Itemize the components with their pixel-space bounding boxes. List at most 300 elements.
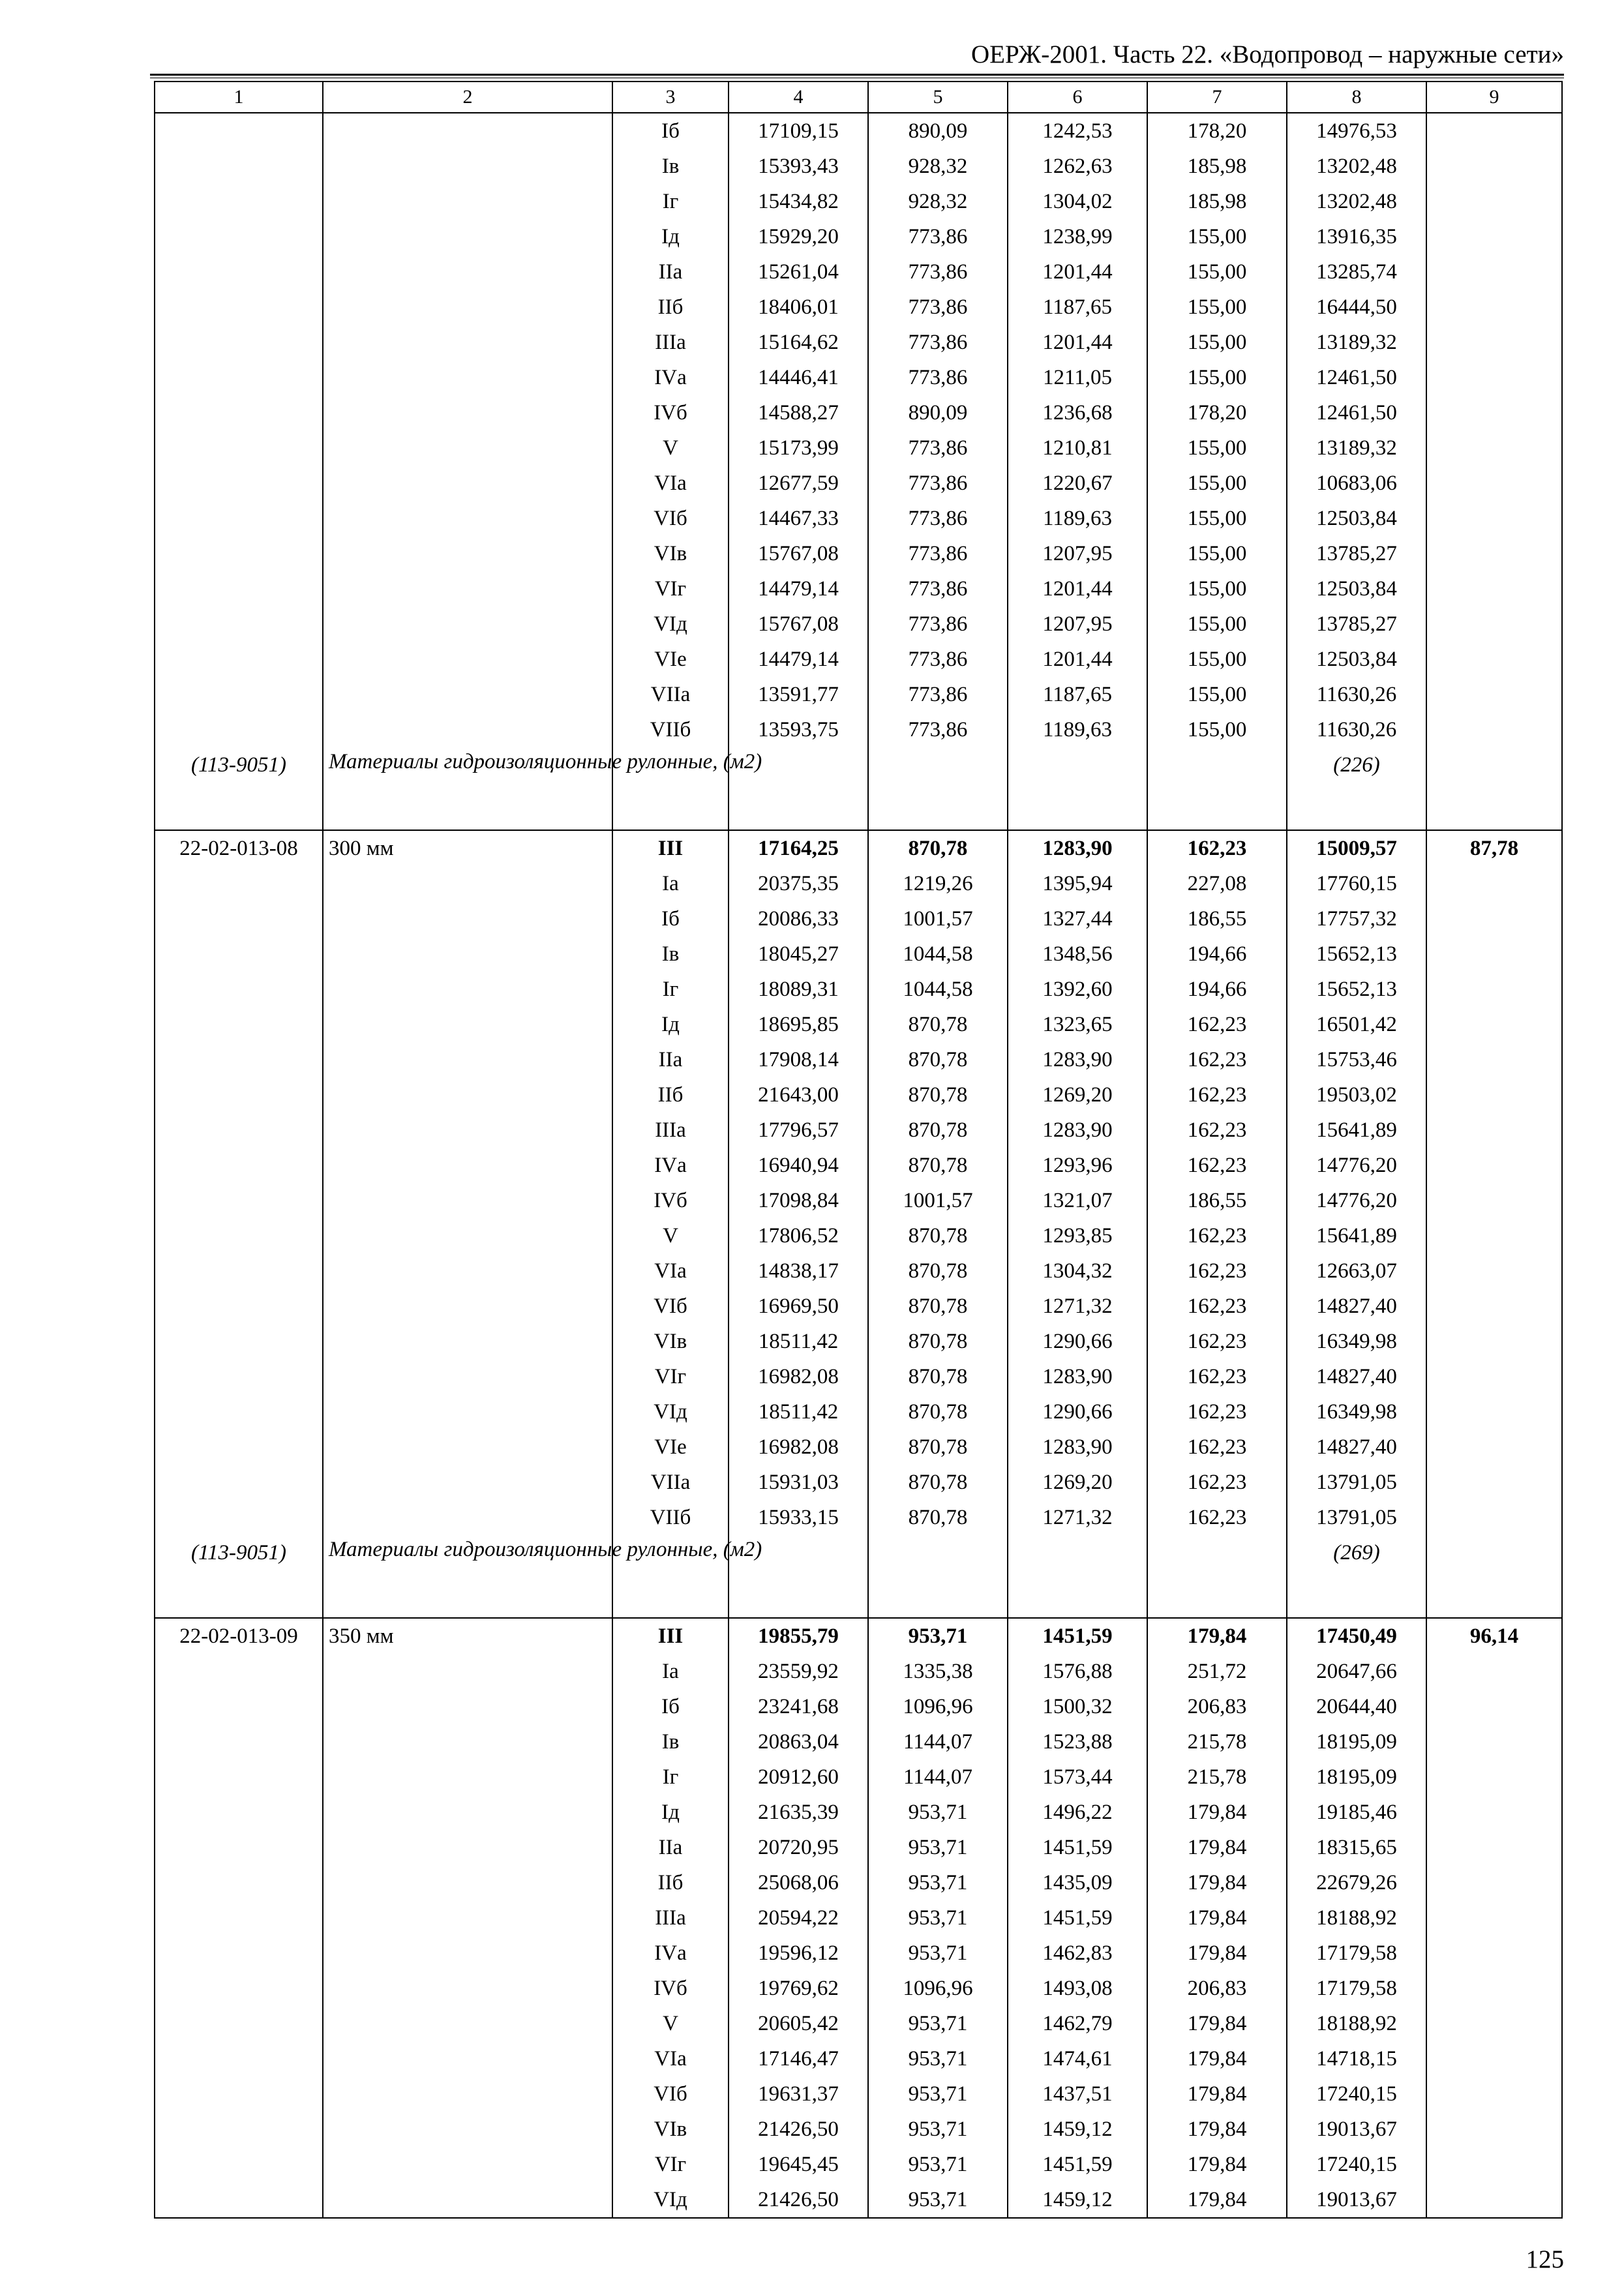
- value-cell: 15767,08: [729, 536, 868, 571]
- value-cell: 20912,60: [729, 1759, 868, 1795]
- col9-cell: [1426, 571, 1562, 606]
- value-cell: 1435,09: [1008, 1865, 1147, 1900]
- value-cell: 17164,25: [729, 830, 868, 866]
- region-cell: Iд: [612, 1795, 729, 1830]
- value-cell: 870,78: [868, 1324, 1008, 1359]
- region-cell: IIIа: [612, 1900, 729, 1936]
- value-cell: 155,00: [1147, 219, 1287, 254]
- col9-cell: [1426, 1218, 1562, 1253]
- region-cell: VIб: [612, 2076, 729, 2112]
- value-cell: 17240,15: [1287, 2076, 1426, 2112]
- col9-cell: [1426, 642, 1562, 677]
- code-cell: [155, 571, 323, 606]
- value-cell: 11630,26: [1287, 677, 1426, 712]
- column-number: 3: [612, 82, 729, 113]
- value-cell: 1269,20: [1008, 1465, 1147, 1500]
- value-cell: 1283,90: [1008, 1113, 1147, 1148]
- table-row: [155, 1500, 1562, 1535]
- code-cell: [155, 254, 323, 290]
- region-cell: VIд: [612, 606, 729, 642]
- value-cell: 19855,79: [729, 1618, 868, 1654]
- value-cell: 251,72: [1147, 1654, 1287, 1689]
- name-cell: [323, 1759, 612, 1795]
- value-cell: 162,23: [1147, 1218, 1287, 1253]
- value-cell: 1523,88: [1008, 1724, 1147, 1759]
- value-cell: 1236,68: [1008, 395, 1147, 430]
- value-cell: 20720,95: [729, 1830, 868, 1865]
- table-row: [155, 1289, 1562, 1324]
- column-number: 8: [1287, 82, 1426, 113]
- code-cell: [155, 1465, 323, 1500]
- code-cell: [155, 1218, 323, 1253]
- name-cell: [323, 866, 612, 901]
- code-cell: [155, 1253, 323, 1289]
- price-table-body: [155, 82, 1562, 2218]
- value-cell: 14479,14: [729, 571, 868, 606]
- value-cell: 13785,27: [1287, 606, 1426, 642]
- name-cell: [323, 1183, 612, 1218]
- region-cell: Iв: [612, 1724, 729, 1759]
- value-cell: 23241,68: [729, 1689, 868, 1724]
- table-row: [155, 1394, 1562, 1429]
- value-cell: 928,32: [868, 184, 1008, 219]
- table-row: [155, 2147, 1562, 2182]
- value-cell: 1238,99: [1008, 219, 1147, 254]
- code-cell: [155, 1113, 323, 1148]
- value-cell: 18045,27: [729, 936, 868, 972]
- value-cell: 179,84: [1147, 1618, 1287, 1654]
- region-cell: Iг: [612, 1759, 729, 1795]
- value-cell: 13189,32: [1287, 325, 1426, 360]
- value-cell: 21635,39: [729, 1795, 868, 1830]
- value-cell: 953,71: [868, 1865, 1008, 1900]
- region-cell: VIд: [612, 2182, 729, 2218]
- table-row: [155, 1724, 1562, 1759]
- region-cell: V: [612, 1218, 729, 1253]
- code-cell: [155, 1042, 323, 1077]
- value-cell: 773,86: [868, 536, 1008, 571]
- value-cell: 870,78: [868, 1465, 1008, 1500]
- region-cell: Iб: [612, 901, 729, 936]
- value-cell: 16444,50: [1287, 290, 1426, 325]
- name-cell: [323, 325, 612, 360]
- value-cell: 15009,57: [1287, 830, 1426, 866]
- col9-cell: [1426, 2006, 1562, 2041]
- value-cell: 870,78: [868, 1113, 1008, 1148]
- value-cell: 870,78: [868, 1148, 1008, 1183]
- value-cell: 870,78: [868, 1394, 1008, 1429]
- table-row: [155, 2006, 1562, 2041]
- region-cell: IIа: [612, 1042, 729, 1077]
- value-cell: 1189,63: [1008, 501, 1147, 536]
- table-row: [155, 1429, 1562, 1465]
- code-cell: [155, 113, 323, 149]
- material-value: (269): [1287, 1535, 1426, 1618]
- value-cell: 953,71: [868, 1900, 1008, 1936]
- empty-cell: [868, 747, 1008, 830]
- material-text: Материалы гидроизоляционные рулонные, (м2): [323, 747, 612, 830]
- value-cell: 162,23: [1147, 1042, 1287, 1077]
- region-cell: VIе: [612, 642, 729, 677]
- name-cell: [323, 677, 612, 712]
- value-cell: 13916,35: [1287, 219, 1426, 254]
- code-cell: [155, 1759, 323, 1795]
- region-cell: IIа: [612, 1830, 729, 1865]
- value-cell: 870,78: [868, 1218, 1008, 1253]
- value-cell: 19631,37: [729, 2076, 868, 2112]
- code-cell: 22-02-013-09: [155, 1618, 323, 1654]
- value-cell: 1500,32: [1008, 1689, 1147, 1724]
- value-cell: 19645,45: [729, 2147, 868, 2182]
- value-cell: 1451,59: [1008, 2147, 1147, 2182]
- value-cell: 1189,63: [1008, 712, 1147, 747]
- code-cell: [155, 1324, 323, 1359]
- region-cell: V: [612, 430, 729, 466]
- value-cell: 17240,15: [1287, 2147, 1426, 2182]
- value-cell: 18315,65: [1287, 1830, 1426, 1865]
- code-cell: [155, 290, 323, 325]
- name-cell: [323, 2112, 612, 2147]
- value-cell: 179,84: [1147, 1865, 1287, 1900]
- value-cell: 1271,32: [1008, 1289, 1147, 1324]
- name-cell: [323, 1077, 612, 1113]
- value-cell: 1576,88: [1008, 1654, 1147, 1689]
- value-cell: 773,86: [868, 642, 1008, 677]
- value-cell: 155,00: [1147, 290, 1287, 325]
- col9-cell: [1426, 466, 1562, 501]
- value-cell: 1201,44: [1008, 571, 1147, 606]
- value-cell: 1187,65: [1008, 677, 1147, 712]
- value-cell: 1437,51: [1008, 2076, 1147, 2112]
- col9-cell: [1426, 1113, 1562, 1148]
- region-cell: Iа: [612, 866, 729, 901]
- code-cell: [155, 2041, 323, 2076]
- value-cell: 953,71: [868, 2076, 1008, 2112]
- empty-cell: [1008, 1535, 1147, 1618]
- value-cell: 1293,85: [1008, 1218, 1147, 1253]
- col9-cell: [1426, 1042, 1562, 1077]
- region-cell: VIв: [612, 2112, 729, 2147]
- value-cell: 1451,59: [1008, 1830, 1147, 1865]
- col9-cell: [1426, 1759, 1562, 1795]
- code-cell: [155, 1654, 323, 1689]
- value-cell: 206,83: [1147, 1689, 1287, 1724]
- col9-cell: [1426, 501, 1562, 536]
- name-cell: [323, 501, 612, 536]
- value-cell: 15164,62: [729, 325, 868, 360]
- name-cell: [323, 1971, 612, 2006]
- table-row: [155, 325, 1562, 360]
- name-cell: [323, 1007, 612, 1042]
- value-cell: 1201,44: [1008, 254, 1147, 290]
- name-cell: [323, 466, 612, 501]
- col9-cell: [1426, 290, 1562, 325]
- col9-cell: [1426, 1830, 1562, 1865]
- value-cell: 18195,09: [1287, 1759, 1426, 1795]
- value-cell: 162,23: [1147, 1465, 1287, 1500]
- name-cell: [323, 1253, 612, 1289]
- name-cell: [323, 1113, 612, 1148]
- col9-cell: [1426, 1429, 1562, 1465]
- code-cell: [155, 1795, 323, 1830]
- code-cell: [155, 1429, 323, 1465]
- value-cell: 1496,22: [1008, 1795, 1147, 1830]
- value-cell: 13591,77: [729, 677, 868, 712]
- value-cell: 179,84: [1147, 2041, 1287, 2076]
- name-cell: [323, 1465, 612, 1500]
- code-cell: [155, 2112, 323, 2147]
- region-cell: IIб: [612, 290, 729, 325]
- value-cell: 162,23: [1147, 1289, 1287, 1324]
- code-cell: [155, 149, 323, 184]
- region-cell: IVб: [612, 1183, 729, 1218]
- value-cell: 20605,42: [729, 2006, 868, 2041]
- col9-cell: [1426, 1465, 1562, 1500]
- material-code: (113-9051): [155, 747, 323, 830]
- value-cell: 15393,43: [729, 149, 868, 184]
- value-cell: 773,86: [868, 466, 1008, 501]
- value-cell: 22679,26: [1287, 1865, 1426, 1900]
- value-cell: 15753,46: [1287, 1042, 1426, 1077]
- col9-cell: [1426, 430, 1562, 466]
- value-cell: 178,20: [1147, 395, 1287, 430]
- value-cell: 179,84: [1147, 1936, 1287, 1971]
- value-cell: 13202,48: [1287, 149, 1426, 184]
- region-cell: Iб: [612, 113, 729, 149]
- value-cell: 186,55: [1147, 1183, 1287, 1218]
- region-cell: VIг: [612, 1359, 729, 1394]
- value-cell: 20375,35: [729, 866, 868, 901]
- column-number: 9: [1426, 82, 1562, 113]
- region-cell: IIа: [612, 254, 729, 290]
- value-cell: 1474,61: [1008, 2041, 1147, 2076]
- value-cell: 19596,12: [729, 1936, 868, 1971]
- table-row: [155, 1971, 1562, 2006]
- code-cell: [155, 360, 323, 395]
- value-cell: 14446,41: [729, 360, 868, 395]
- value-cell: 155,00: [1147, 712, 1287, 747]
- table-row: [155, 184, 1562, 219]
- value-cell: 1211,05: [1008, 360, 1147, 395]
- value-cell: 13593,75: [729, 712, 868, 747]
- value-cell: 15641,89: [1287, 1113, 1426, 1148]
- value-cell: 1242,53: [1008, 113, 1147, 149]
- value-cell: 773,86: [868, 430, 1008, 466]
- value-cell: 1304,02: [1008, 184, 1147, 219]
- value-cell: 162,23: [1147, 1394, 1287, 1429]
- value-cell: 773,86: [868, 325, 1008, 360]
- value-cell: 1144,07: [868, 1759, 1008, 1795]
- name-cell: [323, 113, 612, 149]
- col9-cell: [1426, 360, 1562, 395]
- value-cell: 20647,66: [1287, 1654, 1426, 1689]
- value-cell: 773,86: [868, 606, 1008, 642]
- value-cell: 13202,48: [1287, 184, 1426, 219]
- value-cell: 870,78: [868, 1007, 1008, 1042]
- name-cell: [323, 290, 612, 325]
- col9-cell: [1426, 1865, 1562, 1900]
- value-cell: 20863,04: [729, 1724, 868, 1759]
- value-cell: 17796,57: [729, 1113, 868, 1148]
- value-cell: 20594,22: [729, 1900, 868, 1936]
- table-row: [155, 1324, 1562, 1359]
- col9-cell: [1426, 1359, 1562, 1394]
- value-cell: 162,23: [1147, 1359, 1287, 1394]
- value-cell: 21426,50: [729, 2182, 868, 2218]
- name-cell: [323, 1654, 612, 1689]
- value-cell: 953,71: [868, 1936, 1008, 1971]
- table-row: [155, 677, 1562, 712]
- value-cell: 19769,62: [729, 1971, 868, 2006]
- value-cell: 155,00: [1147, 606, 1287, 642]
- value-cell: 1283,90: [1008, 830, 1147, 866]
- value-cell: 13189,32: [1287, 430, 1426, 466]
- value-cell: 1207,95: [1008, 536, 1147, 571]
- value-cell: 1201,44: [1008, 642, 1147, 677]
- region-cell: VIIа: [612, 1465, 729, 1500]
- name-cell: [323, 1830, 612, 1865]
- table-row: [155, 536, 1562, 571]
- value-cell: 155,00: [1147, 501, 1287, 536]
- value-cell: 870,78: [868, 1042, 1008, 1077]
- region-cell: IVа: [612, 360, 729, 395]
- value-cell: 179,84: [1147, 2112, 1287, 2147]
- col9-cell: [1426, 2147, 1562, 2182]
- value-cell: 162,23: [1147, 830, 1287, 866]
- value-cell: 870,78: [868, 830, 1008, 866]
- name-cell: [323, 1148, 612, 1183]
- value-cell: 155,00: [1147, 254, 1287, 290]
- material-text: Материалы гидроизоляционные рулонные, (м2): [323, 1535, 612, 1618]
- column-number: 7: [1147, 82, 1287, 113]
- table-row: [155, 501, 1562, 536]
- name-cell: [323, 1795, 612, 1830]
- value-cell: 18188,92: [1287, 1900, 1426, 1936]
- value-cell: 18188,92: [1287, 2006, 1426, 2041]
- value-cell: 953,71: [868, 1830, 1008, 1865]
- code-cell: [155, 1724, 323, 1759]
- value-cell: 162,23: [1147, 1500, 1287, 1535]
- col9-cell: [1426, 184, 1562, 219]
- value-cell: 13285,74: [1287, 254, 1426, 290]
- table-row: [155, 1077, 1562, 1113]
- name-cell: [323, 1324, 612, 1359]
- value-cell: 14838,17: [729, 1253, 868, 1289]
- value-cell: 155,00: [1147, 677, 1287, 712]
- value-cell: 18406,01: [729, 290, 868, 325]
- value-cell: 1001,57: [868, 901, 1008, 936]
- col9-cell: [1426, 1394, 1562, 1429]
- value-cell: 162,23: [1147, 1148, 1287, 1183]
- code-cell: [155, 1289, 323, 1324]
- value-cell: 13791,05: [1287, 1465, 1426, 1500]
- code-cell: [155, 325, 323, 360]
- region-cell: Iв: [612, 149, 729, 184]
- value-cell: 15931,03: [729, 1465, 868, 1500]
- code-cell: [155, 536, 323, 571]
- code-cell: [155, 395, 323, 430]
- column-number: 4: [729, 82, 868, 113]
- value-cell: 17109,15: [729, 113, 868, 149]
- name-cell: [323, 254, 612, 290]
- empty-cell: [868, 1535, 1008, 1618]
- value-cell: 13791,05: [1287, 1500, 1426, 1535]
- value-cell: 11630,26: [1287, 712, 1426, 747]
- value-cell: 19503,02: [1287, 1077, 1426, 1113]
- code-cell: [155, 1500, 323, 1535]
- region-cell: IVа: [612, 1936, 729, 1971]
- name-cell: [323, 1900, 612, 1936]
- value-cell: 870,78: [868, 1253, 1008, 1289]
- code-cell: [155, 2006, 323, 2041]
- value-cell: 15929,20: [729, 219, 868, 254]
- code-cell: [155, 1007, 323, 1042]
- code-cell: [155, 677, 323, 712]
- value-cell: 1304,32: [1008, 1253, 1147, 1289]
- name-cell: [323, 1429, 612, 1465]
- column-number-row: [155, 82, 1562, 113]
- value-cell: 179,84: [1147, 1795, 1287, 1830]
- value-cell: 14479,14: [729, 642, 868, 677]
- value-cell: 12503,84: [1287, 642, 1426, 677]
- value-cell: 1096,96: [868, 1971, 1008, 2006]
- table-row: [155, 606, 1562, 642]
- value-cell: 953,71: [868, 2006, 1008, 2041]
- value-cell: 1462,79: [1008, 2006, 1147, 2041]
- name-cell: [323, 2076, 612, 2112]
- value-cell: 1395,94: [1008, 866, 1147, 901]
- value-cell: 953,71: [868, 2112, 1008, 2147]
- table-row: [155, 1218, 1562, 1253]
- col9-cell: [1426, 1077, 1562, 1113]
- value-cell: 1283,90: [1008, 1429, 1147, 1465]
- code-cell: [155, 1148, 323, 1183]
- value-cell: 179,84: [1147, 2147, 1287, 2182]
- region-cell: VIа: [612, 1253, 729, 1289]
- value-cell: 1262,63: [1008, 149, 1147, 184]
- name-cell: 300 мм: [323, 830, 612, 866]
- code-cell: [155, 1394, 323, 1429]
- table-row: [155, 466, 1562, 501]
- column-number: 6: [1008, 82, 1147, 113]
- value-cell: 179,84: [1147, 2076, 1287, 2112]
- column-number: 2: [323, 82, 612, 113]
- value-cell: 162,23: [1147, 1253, 1287, 1289]
- col9-cell: [1426, 2041, 1562, 2076]
- region-cell: VIд: [612, 1394, 729, 1429]
- value-cell: 17179,58: [1287, 1936, 1426, 1971]
- name-cell: [323, 219, 612, 254]
- value-cell: 194,66: [1147, 972, 1287, 1007]
- value-cell: 227,08: [1147, 866, 1287, 901]
- value-cell: 215,78: [1147, 1724, 1287, 1759]
- name-cell: [323, 1359, 612, 1394]
- value-cell: 155,00: [1147, 642, 1287, 677]
- region-cell: IVб: [612, 395, 729, 430]
- table-row: [155, 290, 1562, 325]
- value-cell: 19013,67: [1287, 2182, 1426, 2218]
- table-row: [155, 1042, 1562, 1077]
- name-cell: [323, 1289, 612, 1324]
- table-row: [155, 936, 1562, 972]
- region-cell: III: [612, 830, 729, 866]
- value-cell: 21426,50: [729, 2112, 868, 2147]
- table-row: [155, 219, 1562, 254]
- value-cell: 21643,00: [729, 1077, 868, 1113]
- value-cell: 12503,84: [1287, 501, 1426, 536]
- col9-cell: [1426, 972, 1562, 1007]
- value-cell: 15434,82: [729, 184, 868, 219]
